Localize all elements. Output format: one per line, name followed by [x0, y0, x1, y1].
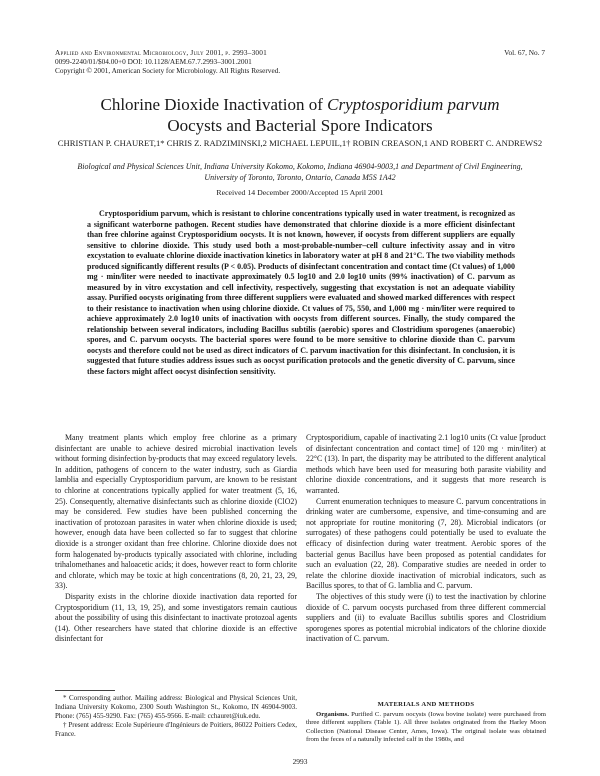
received-dates: Received 14 December 2000/Accepted 15 April 2001	[216, 188, 384, 197]
abstract: Cryptosporidium parvum, which is resistant to chlorine concentrations typically used in water treatment, is recognized as a significant waterborne pathogen. Recent studies have demonstrated that chlorine dioxide is a more efficient disinfectant than free chlorine against Cryptosporidium oocysts. It is not known, however, if oocysts from different suppliers are equally sensitive to chlorine dioxide. This study used both a most-probable-number–cell culture infectivity assay and in vitro excystation to evaluate chlorine dioxide inactivation kinetics in laboratory water at pH 8 and 21°C. The two viability methods produced significantly different results (P < 0.05). Products of disinfectant concentration and contact time (Ct values) of 1,000 mg · min/liter were needed to inactivate approximately 0.5 log10 and 2.0 log10 units (99% inactivation) of C. parvum as measured by in vitro excystation and cell infectivity, respectively, suggesting that excystation is not an adequate viability assay. Purified oocysts originating from three different suppliers were evaluated and showed marked differences with respect to their resistance to inactivation when using chlorine dioxide. Ct values of 75, 550, and 1,000 mg · min/liter were required to achieve approximately 2.0 log10 units of inactivation with oocysts from different sources. Finally, the study compared the relationship between several indicators, including Bacillus subtilis (aerobic) spores and Clostridium sporogenes (anaerobic) spores, and C. parvum oocysts. The bacterial spores were found to be more sensitive to chlorine dioxide than C. parvum oocysts and therefore could not be used as direct indicators of C. parvum inactivation for this disinfectant. In conclusion, it is suggested that future studies address issues such as oocyst purification protocols and the genetic diversity of C. parvum, since these factors might affect oocyst disinfection sensitivity.	[87, 209, 515, 376]
title-line2: Oocysts and Bacterial Spore Indicators	[167, 116, 433, 135]
subsection-lead: Organisms.	[316, 711, 349, 718]
journal-citation: Applied and Environmental Microbiology, July 2001, p. 2993–3001	[55, 48, 267, 57]
paragraph: Disparity exists in the chlorine dioxide inactivation data reported for Cryptosporidium (11, 13, 19, 25), and some investigators remain cautious about the possibility of using this disinfectant to inactivate protozoal agents (14). Other researchers have stated that chlorine dioxide is an effective disinfectant for	[55, 591, 297, 644]
present-address-note: † Present address: Ecole Supérieure d'Ingénieurs de Poitiers, 86022 Poitiers Cedex, France.	[55, 721, 297, 738]
paragraph: The objectives of this study were (i) to test the inactivation by chlorine dioxide of C. parvum oocysts purchased from three different commercial suppliers and (ii) to evaluate Bacillus subtilis spores and Clostridium sporogenes spores as potential microbial indicators of the chlorine dioxide inactivation of C. parvum.	[306, 591, 546, 644]
author-list: CHRISTIAN P. CHAURET,1* CHRIS Z. RADZIMINSKI,2 MICHAEL LEPUIL,1† ROBIN CREASON,1 AND ROBERT C. ANDREWS2	[57, 138, 543, 148]
copyright-line: Copyright © 2001, American Society for Microbiology. All Rights Reserved.	[55, 66, 281, 75]
body-column-right	[306, 433, 546, 645]
methods-text	[306, 711, 546, 745]
doi-line: 0099-2240/01/$04.00+0 DOI: 10.1128/AEM.67.7.2993–3001.2001	[55, 57, 252, 66]
article-title	[40, 94, 560, 136]
paragraph: Many treatment plants which employ free chlorine as a primary disinfectant are unable to achieve desired microbial inactivation levels without forming disinfection by-products that may exceed regulatory levels. In addition, pathogens of concern to the water industry, such as Giardia lamblia and especially Cryptosporidium parvum, are known to be resistant to chlorine at concentrations typically applied for water treatment (5, 16, 25). Consequently, alternative disinfectants such as chlorine dioxide (ClO2) may be considered. Few studies have been published concerning the inactivation of protozoan parasites in water when chlorine dioxide is used; however, enough data have been collected so far to suggest that chlorine dioxide is a stronger oxidant than free chlorine. Chlorine dioxide does not form halogenated by-products typically associated with chlorine, including trihalomethanes and haloacetic acids; it does, however react to form chlorite and chlorate, which may be toxic at high concentrations (8, 20, 21, 23, 29, 33).	[55, 433, 297, 591]
title-line1: Chlorine Dioxide Inactivation of	[100, 95, 328, 114]
volume-info: Vol. 67, No. 7	[504, 48, 545, 57]
corresponding-author-note: * Corresponding author. Mailing address: Biological and Physical Sciences Unit, Indiana University Kokomo, 2300 South Washington St., Kokomo, IN 46904-9003. Phone: (765) 455-9290. Fax: (765) 455-9566. E-mail: cchauret@iuk.edu.	[55, 694, 297, 720]
body-column-left	[55, 433, 297, 645]
methods-paragraph: Purified C. parvum oocysts (Iowa bovine isolate) were purchased from three different suppliers (Table 1). All three isolates originated from the Harley Moon Collection (National Disease Center, Ames, Iowa). The original isolate was obtained from the feces of a naturally infected calf in the 1980s, and	[306, 711, 546, 744]
title-species: Cryptosporidium parvum	[327, 95, 500, 114]
page-number: 2993	[292, 757, 308, 766]
paragraph: Current enumeration techniques to measure C. parvum concentrations in drinking water are cumbersome, expensive, and time-consuming and are not appropriate for routine monitoring (7, 28). Microbial indicators (or surrogates) of these pathogens could potentially be used to evaluate the efficacy of disinfection during water treatment. Aerobic spores of the bacterial genus Bacillus have been proposed as potential candidates for such an evaluation (22, 28). Comparative studies are needed in order to relate the chlorine dioxide inactivation of microbial indicators, such as Bacillus spores, to that of G. lamblia and C. parvum.	[306, 496, 546, 591]
affiliation: Biological and Physical Sciences Unit, Indiana University Kokomo, Kokomo, Indiana 46904-9003,1 and Department of Civil Engineering, University of Toronto, Toronto, Ontario, Canada M5S 1A42	[77, 162, 523, 182]
running-header	[55, 48, 385, 75]
footnotes	[55, 694, 297, 739]
paragraph: Cryptosporidium, capable of inactivating 2.1 log10 units (Ct value [product of disinfectant concentration and contact time] of 120 mg · min/liter) at 22°C (13). In part, the disparity may be attributed to the different analytical methods which have been used for measuring both parasite viability and chlorine dioxide concentrations, and it suggests that more research is warranted.	[306, 433, 546, 495]
section-heading: MATERIALS AND METHODS	[377, 701, 475, 708]
footnote-divider	[55, 690, 115, 691]
